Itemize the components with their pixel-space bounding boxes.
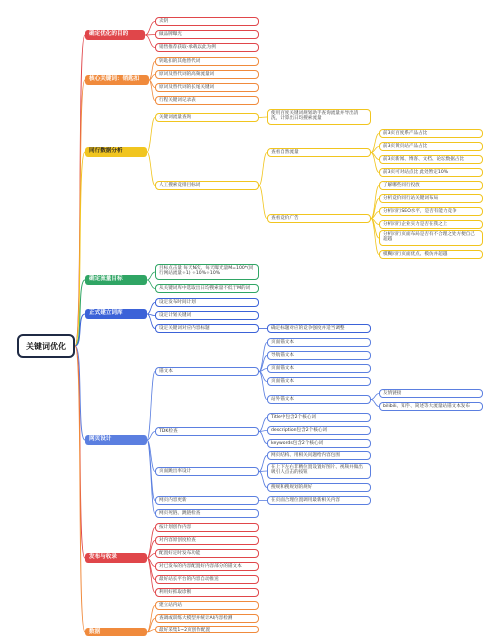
connector-line — [371, 400, 379, 407]
organic-item[interactable]: 前3页黄页站产品占比 — [379, 142, 483, 151]
peer-ads[interactable]: 查看竞价广告 — [267, 214, 371, 223]
peer-manual-search[interactable]: 人工搜索竞排目标词 — [155, 181, 259, 190]
bounce-item[interactable]: 网页结构、用相关问题给内容包围 — [267, 451, 371, 460]
anchor-item[interactable]: 页面锚文本 — [267, 377, 371, 386]
web-anchor[interactable]: 锚文本 — [155, 367, 259, 376]
anchor-item[interactable]: 页面锚文本 — [267, 338, 371, 347]
connector-line — [259, 153, 267, 186]
goal-item[interactable]: 销售推荐获取-承载以此为例 — [155, 43, 259, 52]
branch-goal[interactable]: 确定优化的目的 — [85, 30, 145, 40]
data-item[interactable]: 最好采集1~2页创作配置 — [155, 626, 259, 633]
branch-peer-analysis[interactable]: 同行数据分析 — [85, 147, 147, 157]
connector-line — [147, 314, 155, 329]
connector-line — [259, 456, 267, 472]
connector-line — [145, 35, 155, 48]
connector-line — [147, 280, 155, 289]
connector-line — [259, 117, 267, 118]
publish-item[interactable]: 最好站长平台的内容自动推送 — [155, 575, 259, 584]
connector-line — [145, 22, 155, 36]
traffic-item[interactable]: 从关键词库中选取出日均搜索量不低于M的词 — [155, 284, 259, 293]
core-item[interactable]: 原词及替代词的长尾关键词 — [155, 83, 259, 92]
lexicon-item[interactable]: 设定计划关键词 — [155, 311, 259, 320]
data-item[interactable]: 建立站内站 — [155, 601, 259, 610]
connector-line — [259, 186, 267, 219]
connector-line — [147, 440, 155, 514]
goal-item[interactable]: 做品牌曝光 — [155, 30, 259, 39]
publish-item[interactable]: 按计划创作内容 — [155, 523, 259, 532]
connector-line — [147, 303, 155, 315]
bounce-item[interactable]: 在上下左右非精位置设置好图片、视频并做出吸引人点击的按钮 — [267, 463, 371, 479]
tdk-item[interactable]: keywords包含2个核心词 — [267, 439, 371, 448]
peer-organic[interactable]: 查看自然流量 — [267, 148, 371, 157]
tdk-item[interactable]: Title中包含2个核心词 — [267, 413, 371, 422]
branch-traffic-target[interactable]: 确定流量目标 — [85, 275, 147, 285]
web-deadlink-check[interactable]: 网页死链、跳链检查 — [155, 509, 259, 518]
connector-line — [259, 418, 267, 432]
connector-line — [147, 152, 155, 186]
organic-item[interactable]: 前3页百度系产品占比 — [379, 129, 483, 138]
branch-data[interactable]: 数据 — [85, 628, 147, 636]
anchor-ext-item[interactable]: bilibili、知乎、简述等大流量站锚文本发布 — [379, 402, 483, 411]
ads-item[interactable]: 分析同行页面布局是否有不合理之处方便自己超越 — [379, 230, 483, 246]
web-tdk[interactable]: TDK检查 — [155, 427, 259, 436]
ads-item[interactable]: 分析同行企业实力是否在我之上 — [379, 220, 483, 229]
ads-item[interactable]: 模糊同行页面优点、模仿并超越 — [379, 250, 483, 259]
web-update-detail[interactable]: 在页面合理位置调用最新相关内容 — [267, 496, 371, 505]
goal-item[interactable]: 卖钥 — [155, 17, 259, 26]
anchor-item[interactable]: 导航锚文本 — [267, 351, 371, 360]
connector-line — [147, 118, 155, 153]
core-item[interactable]: 行程关键词记录表 — [155, 96, 259, 105]
ads-item[interactable]: 分析同行SEO水平，是否有能力竞争 — [379, 207, 483, 216]
connector-line — [259, 472, 267, 488]
bounce-item[interactable]: 搜规和搜规划的规好 — [267, 483, 371, 492]
core-item[interactable]: 钥匙扣的其他替代词 — [155, 57, 259, 66]
traffic-item[interactable]: 目标点击量 每天N次、每天曝光量M=100*(同行网站流量÷1) ÷10%÷10% — [155, 264, 259, 280]
root-node[interactable]: 关键词优化 — [17, 334, 75, 358]
connector-line — [259, 432, 267, 444]
connector-line — [147, 558, 155, 593]
branch-lexicon[interactable]: 正式建立词库 — [85, 309, 147, 319]
peer-keyword-query-detail[interactable]: 使用百度关键词规划助手查询流量并导出清洗，计算出日均搜索流量 — [267, 109, 371, 125]
organic-item[interactable]: 前3页新闻、博客、文档、论坛数据占比 — [379, 155, 483, 164]
connector-line — [371, 394, 379, 400]
ads-item[interactable]: 分析竞价同行站关键词布局 — [379, 194, 483, 203]
anchor-ext-item[interactable]: 友情链接 — [379, 389, 483, 398]
peer-keyword-query[interactable]: 关键词流量查询 — [155, 113, 259, 122]
tdk-item[interactable]: description包含2个核心词 — [267, 426, 371, 435]
anchor-item[interactable]: 站外锚文本 — [267, 395, 371, 404]
core-item[interactable]: 原词及替代词的高频流量词 — [155, 70, 259, 79]
web-update[interactable]: 网页内容更新 — [155, 496, 259, 505]
anchor-item[interactable]: 页面锚文本 — [267, 364, 371, 373]
connector-line — [147, 272, 155, 280]
lexicon-item[interactable]: 设定关键词对应内容标题 — [155, 324, 259, 333]
connector-line — [259, 343, 267, 372]
data-item[interactable]: 查调或训练大模型并统计AI内容检测 — [155, 614, 259, 623]
publish-item[interactable]: 对内容原创度检查 — [155, 536, 259, 545]
publish-item[interactable]: 利用好抓取诊断 — [155, 588, 259, 597]
organic-item[interactable]: 前3页可对站点比 此处暂定10% — [379, 168, 483, 177]
branch-web-design[interactable]: 网页设计 — [85, 435, 147, 445]
publish-item[interactable]: 配置好定时发布功能 — [155, 549, 259, 558]
connector-line — [371, 186, 379, 219]
branch-core-keyword[interactable]: 核心关键词：销匙扣 — [85, 75, 149, 85]
connector-line — [147, 372, 155, 441]
lexicon-detail[interactable]: 确定标题对应的竞争强度并适当调整 — [267, 324, 371, 333]
ads-item[interactable]: 了解哪些同行投放 — [379, 181, 483, 190]
lexicon-item[interactable]: 设定发布时间计划 — [155, 298, 259, 307]
branch-publish[interactable]: 发布与收录 — [85, 553, 147, 563]
publish-item[interactable]: 对已发布的内容配置好内容部分的锚文本 — [155, 562, 259, 571]
web-bounce[interactable]: 页面跳出率设计 — [155, 467, 259, 476]
